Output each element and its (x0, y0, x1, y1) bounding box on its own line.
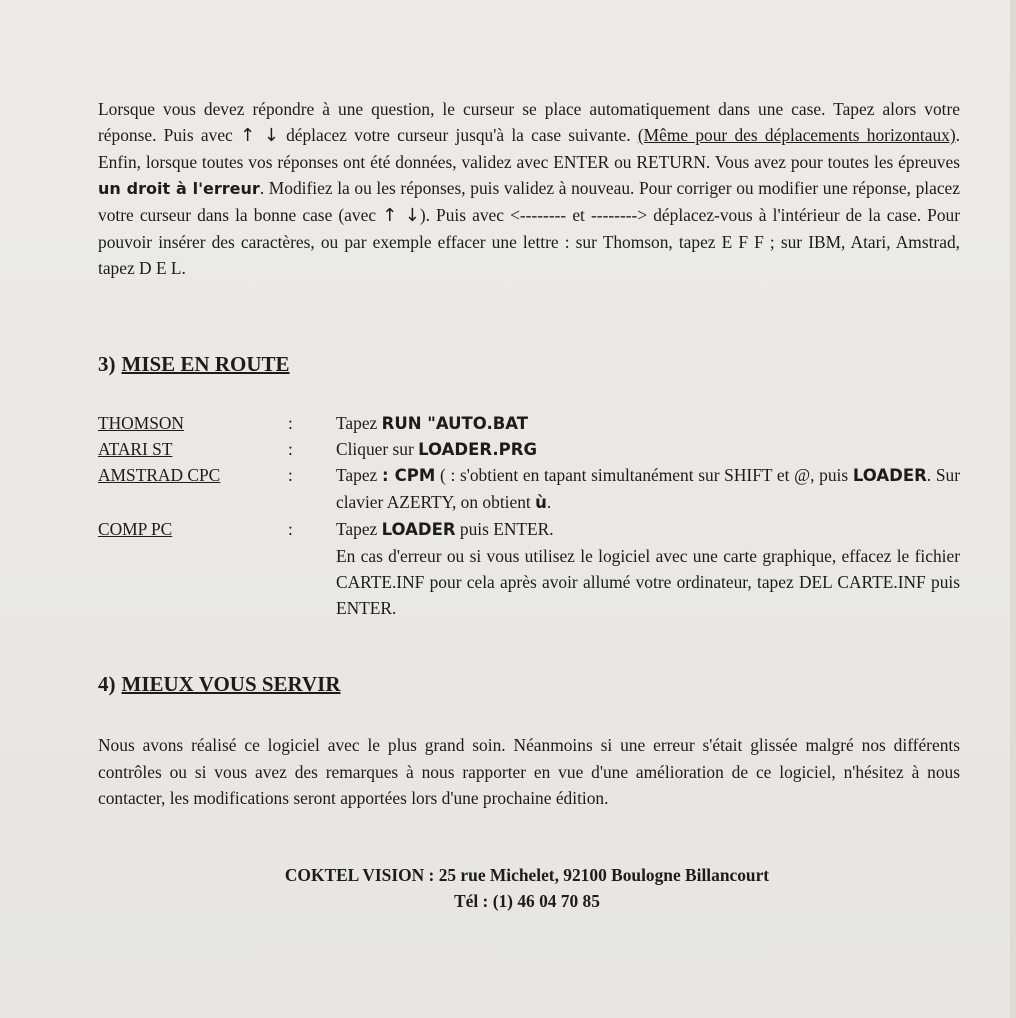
intro-text-1: Lorsque vous devez répondre à une question, le curseur se place automatiquement dans une case. Tapez alors votre réponse. Puis avec (98, 99, 960, 145)
section-4-number: 4) (98, 672, 116, 696)
section-3-title: MISE EN ROUTE (121, 352, 290, 376)
intro-paragraph (98, 96, 960, 281)
platform-label: THOMSON (98, 413, 184, 433)
contact-phone: Tél : (1) 46 04 70 85 (454, 891, 600, 911)
up-down-arrows-icon-2: ↑ ↓ (382, 205, 420, 226)
contact-address: COKTEL VISION : 25 rue Michelet, 92100 Boulogne Billancourt (284, 865, 770, 885)
pc-error-note: En cas d'erreur ou si vous utilisez le logiciel avec une carte graphique, effacez le fichier CARTE.INF pour cela après avoir allumé votre ordinateur, tapez DEL CARTE.INF puis ENTER. (336, 546, 960, 618)
section-3-heading (98, 352, 290, 377)
platform-colon: : (288, 413, 293, 433)
intro-text-2: déplacez votre curseur jusqu'à la case suivante. (278, 125, 638, 145)
intro-text-5: ). Puis avec <-------- et --------> déplacez-vous à l'intérieur de la case. Pour pouvoir insérer des caractères, ou par exemple effacer une lettre : sur Thomson, tapez E F F ; sur IBM, Atari, Amstrad, tapez D E L. (98, 205, 961, 278)
platform-label: AMSTRAD CPC (98, 465, 221, 485)
platform-colon: : (288, 465, 293, 485)
section-4-paragraph: Nous avons réalisé ce logiciel avec le plus grand soin. Néanmoins si une erreur s'était glissée malgré nos différents contrôles ou si vous avez des remarques à nous rapporter en vue d'une amélioration de ce logiciel, n'hésitez à nous contacter, les modifications seront apportées lors d'une prochaine édition. (98, 735, 960, 808)
up-down-arrows-icon: ↑ ↓ (240, 125, 279, 146)
platform-label: COMP PC (98, 519, 173, 539)
platform-label: ATARI ST (98, 439, 173, 459)
intro-bold-emphasis: un droit à l'erreur (98, 179, 260, 198)
platform-instruction: Cliquer sur LOADER.PRG (336, 439, 537, 459)
platform-colon: : (288, 519, 293, 539)
platform-instruction: Tapez LOADER puis ENTER. En cas d'erreur ou si vous utilisez le logiciel avec une carte graphique, effacez le fichier CARTE.INF pour cela après avoir allumé votre ordinateur, tapez DEL CARTE.INF puis ENTER. (336, 519, 960, 618)
intro-text-3: . Enfin, lorsque toutes vos réponses ont été données, validez avec ENTER ou RETURN. Vous avez pour toutes les épreuves (98, 125, 961, 172)
platform-instruction: Tapez RUN "AUTO.BAT (336, 413, 529, 433)
intro-text-4: . Modifiez la ou les réponses, puis validez à nouveau. Pour corriger ou modifier une réponse, placez votre curseur dans la bonne case (avec (98, 178, 960, 225)
platform-instruction: Tapez : CPM ( : s'obtient en tapant simultanément sur SHIFT et @, puis LOADER. Sur clavier AZERTY, on obtient ù. (336, 465, 960, 512)
platform-colon: : (288, 439, 293, 459)
section-4-heading (98, 672, 341, 697)
section-4-title: MIEUX VOUS SERVIR (121, 672, 341, 696)
intro-underlined-note: (Même pour des déplacements horizontaux) (637, 125, 956, 145)
section-3-number: 3) (98, 352, 116, 376)
